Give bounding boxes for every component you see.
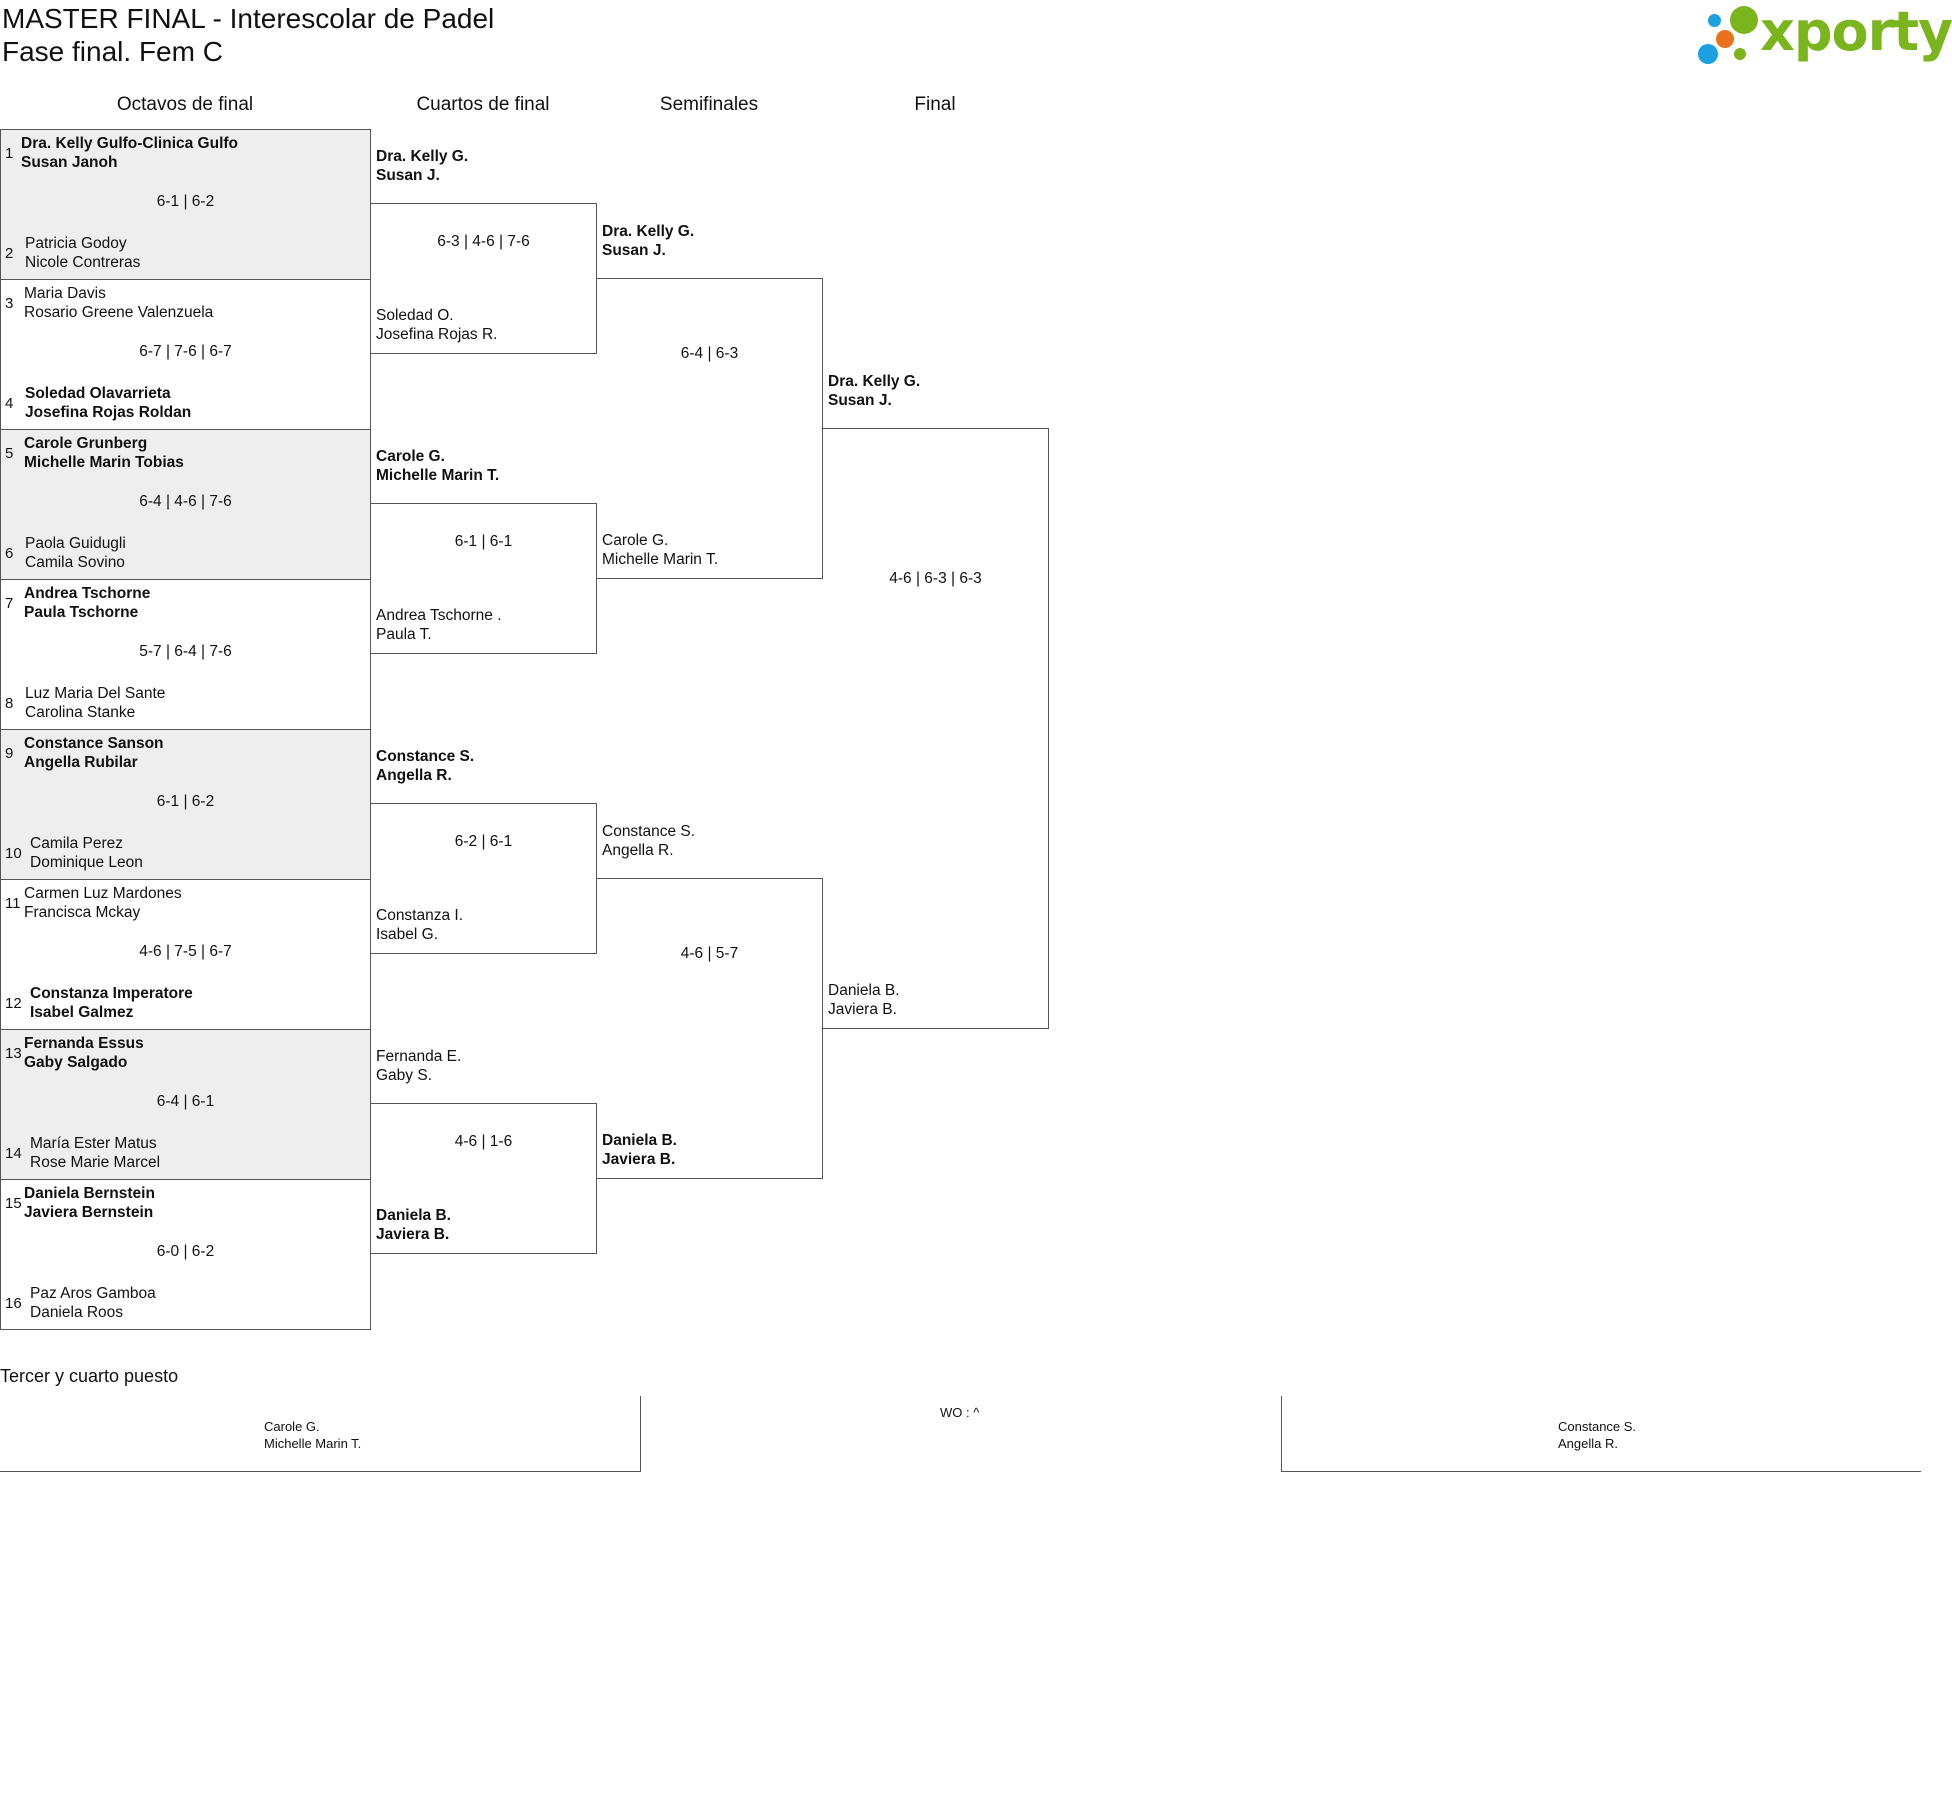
round-header: Cuartos de final	[416, 94, 550, 115]
seed-number: 11	[5, 895, 21, 912]
team-name: Angella R.	[602, 842, 674, 859]
team-name: Dra. Kelly G.	[602, 223, 695, 240]
team-name: Constance S.	[376, 748, 475, 765]
team-name: Nicole Contreras	[25, 254, 141, 271]
seed-number: 16	[5, 1295, 22, 1312]
logo-dot-icon	[1698, 44, 1718, 64]
match-score: WO : ^	[940, 1405, 980, 1420]
seed-number: 14	[5, 1145, 22, 1162]
team-name: Susan Janoh	[21, 154, 118, 171]
match-score: 6-2 | 6-1	[454, 833, 513, 850]
round-header: Octavos de final	[116, 94, 254, 115]
team-name: Javiera B.	[828, 1001, 897, 1018]
seed-number: 8	[5, 695, 14, 712]
match-score: 6-1 | 6-2	[156, 193, 215, 210]
team-name: Constance S.	[1558, 1419, 1637, 1434]
page-subtitle: Fase final. Fem C	[2, 36, 223, 67]
team-name: Constance S.	[602, 823, 696, 840]
team-name: Carolina Stanke	[25, 704, 136, 721]
seed-number: 12	[5, 995, 22, 1012]
team-name: Andrea Tschorne .	[376, 607, 502, 624]
team-name: Francisca Mckay	[24, 904, 141, 921]
team-name: Patricia Godoy	[25, 235, 127, 252]
team-name: Susan J.	[602, 242, 666, 259]
team-name: Fernanda Essus	[24, 1035, 144, 1052]
match-score: 5-7 | 6-4 | 7-6	[139, 643, 232, 660]
team-name: Susan J.	[828, 392, 892, 409]
match-score: 4-6 | 5-7	[680, 945, 739, 962]
team-name: Carole G.	[602, 532, 669, 549]
third-place-left-box	[0, 1396, 641, 1472]
team-name: Michelle Marin T.	[376, 467, 500, 484]
team-name: Paula T.	[376, 626, 432, 643]
match-score: 4-6 | 6-3 | 6-3	[889, 570, 982, 587]
team-name: Gaby S.	[376, 1067, 432, 1084]
match-score: 4-6 | 1-6	[454, 1133, 513, 1150]
team-name: Camila Sovino	[25, 554, 125, 571]
team-name: Constanza Imperatore	[30, 985, 193, 1002]
page-title: MASTER FINAL - Interescolar de Padel	[2, 3, 495, 34]
match-score: 6-4 | 4-6 | 7-6	[139, 493, 232, 510]
team-name: Daniela B.	[602, 1132, 677, 1149]
seed-number: 2	[5, 245, 14, 262]
team-name: Maria Davis	[24, 285, 106, 302]
team-name: Constance Sanson	[24, 735, 164, 752]
seed-number: 13	[5, 1045, 22, 1062]
seed-number: 9	[5, 745, 14, 762]
logo-dot-icon	[1730, 6, 1758, 34]
team-name: Soledad O.	[376, 307, 454, 324]
logo-text: xporty	[1760, 0, 1952, 63]
team-name: Javiera B.	[602, 1151, 676, 1168]
third-place-title: Tercer y cuarto puesto	[0, 1366, 179, 1386]
team-name: Angella R.	[1558, 1436, 1618, 1451]
team-name: Daniela B.	[376, 1207, 451, 1224]
team-name: Michelle Marin Tobias	[24, 454, 184, 471]
team-name: Dominique Leon	[30, 854, 143, 871]
logo-dot-icon	[1734, 48, 1746, 60]
round-header: Semifinales	[659, 94, 759, 115]
team-name: Soledad Olavarrieta	[25, 385, 171, 402]
team-name: Javiera B.	[376, 1226, 450, 1243]
team-name: Josefina Rojas R.	[376, 326, 498, 343]
seed-number: 15	[5, 1195, 22, 1212]
team-name: Dra. Kelly G.	[828, 373, 921, 390]
match-score: 6-1 | 6-1	[454, 533, 513, 550]
team-name: Dra. Kelly Gulfo-Clinica Gulfo	[21, 135, 239, 152]
team-name: Angella R.	[376, 767, 452, 784]
team-name: Rose Marie Marcel	[30, 1154, 161, 1171]
logo-dot-icon	[1708, 14, 1721, 27]
xporty-logo	[1694, 0, 1952, 66]
team-name: Josefina Rojas Roldan	[25, 404, 192, 421]
final-match-box	[822, 428, 1049, 1029]
round-header: Final	[914, 94, 956, 115]
team-name: Susan J.	[376, 167, 440, 184]
team-name: Constanza I.	[376, 907, 464, 924]
team-name: Carole Grunberg	[24, 435, 148, 452]
team-name: Andrea Tschorne	[24, 585, 151, 602]
seed-number: 6	[5, 545, 14, 562]
team-name: Daniela B.	[828, 982, 900, 999]
match-score: 6-7 | 7-6 | 6-7	[139, 343, 232, 360]
match-score: 6-4 | 6-1	[156, 1093, 215, 1110]
seed-number: 3	[5, 295, 14, 312]
match-score: 6-0 | 6-2	[156, 1243, 215, 1260]
seed-number: 5	[5, 445, 14, 462]
team-name: Paz Aros Gamboa	[30, 1285, 156, 1302]
team-name: María Ester Matus	[30, 1135, 157, 1152]
team-name: Angella Rubilar	[24, 754, 138, 771]
match-score: 6-1 | 6-2	[156, 793, 215, 810]
match-score: 6-3 | 4-6 | 7-6	[437, 233, 530, 250]
team-name: Isabel Galmez	[30, 1004, 134, 1021]
team-name: Paula Tschorne	[24, 604, 139, 621]
seed-number: 7	[5, 595, 14, 612]
team-name: Isabel G.	[376, 926, 439, 943]
match-score: 4-6 | 7-5 | 6-7	[139, 943, 232, 960]
team-name: Rosario Greene Valenzuela	[24, 304, 214, 321]
team-name: Paola Guidugli	[25, 535, 126, 552]
seed-number: 1	[5, 145, 14, 162]
team-name: Dra. Kelly G.	[376, 148, 469, 165]
seed-number: 10	[5, 845, 22, 862]
team-name: Daniela Bernstein	[24, 1185, 155, 1202]
team-name: Carole G.	[376, 448, 445, 465]
logo-dot-icon	[1716, 30, 1734, 48]
seed-number: 4	[5, 395, 14, 412]
team-name: Carole G.	[264, 1419, 320, 1434]
team-name: Luz Maria Del Sante	[25, 685, 166, 702]
team-name: Daniela Roos	[30, 1304, 124, 1321]
team-name: Camila Perez	[30, 835, 124, 852]
team-name: Carmen Luz Mardones	[24, 885, 182, 902]
match-score: 6-4 | 6-3	[680, 345, 739, 362]
team-name: Gaby Salgado	[24, 1054, 128, 1071]
team-name: Michelle Marin T.	[264, 1436, 362, 1451]
team-name: Javiera Bernstein	[24, 1204, 154, 1221]
team-name: Fernanda E.	[376, 1048, 462, 1065]
team-name: Michelle Marin T.	[602, 551, 719, 568]
